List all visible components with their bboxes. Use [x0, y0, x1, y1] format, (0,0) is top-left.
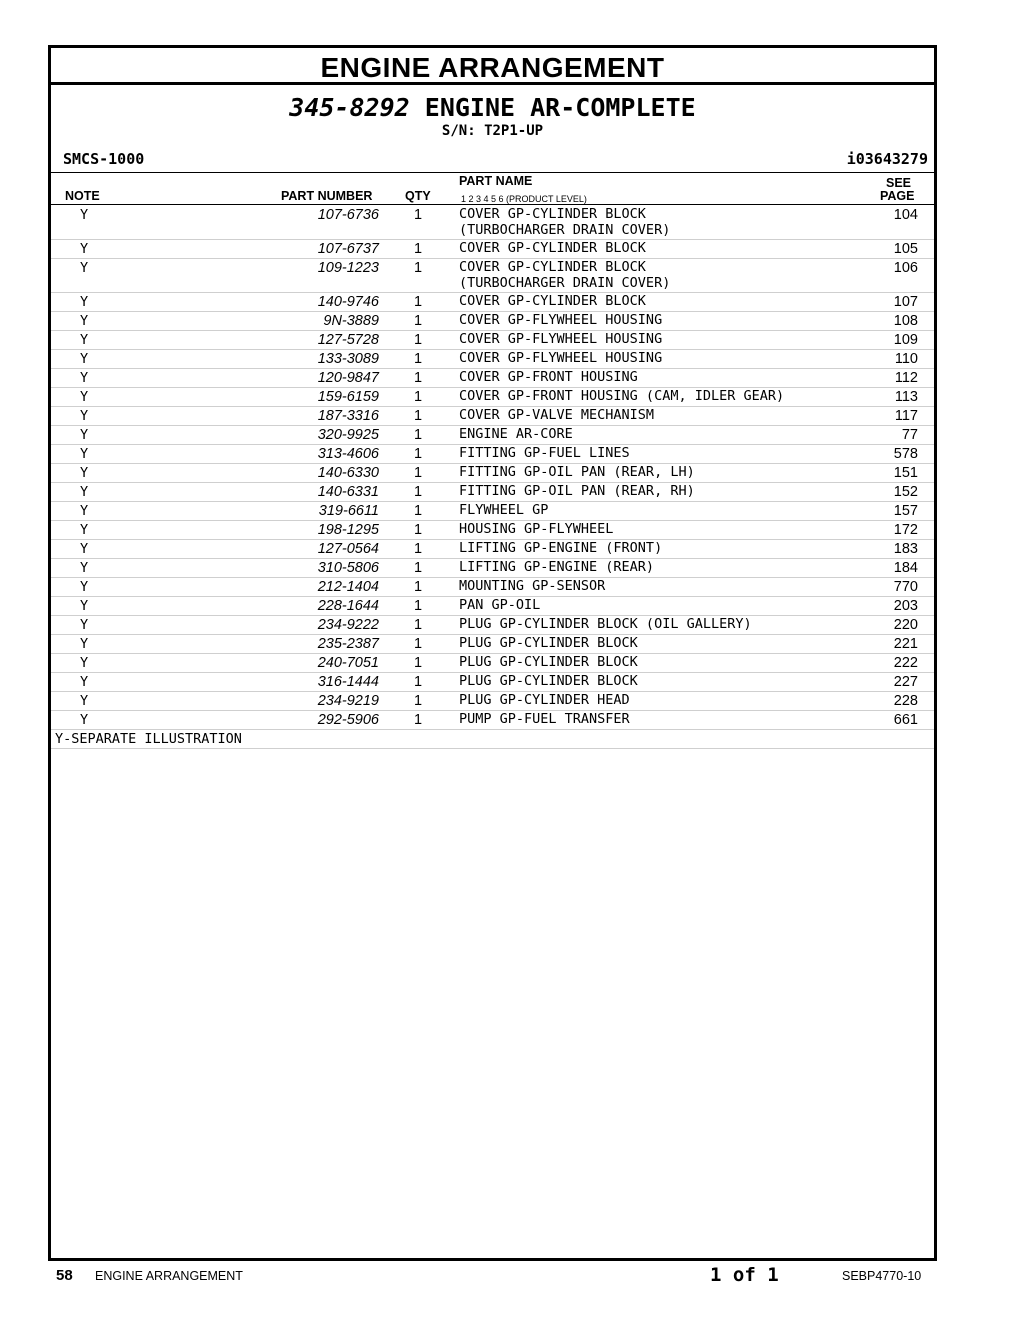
- qty-cell: 1: [414, 446, 423, 462]
- see-page-cell: 184: [893, 560, 918, 576]
- part-name-cell: COVER GP-FLYWHEEL HOUSING: [459, 331, 663, 347]
- part-name-cell: PLUG GP-CYLINDER BLOCK (OIL GALLERY): [459, 616, 752, 632]
- see-page-cell: 661: [893, 712, 918, 728]
- see-page-cell: 157: [893, 503, 918, 519]
- part-number-cell: 187-3316: [317, 408, 379, 424]
- part-number-cell: 198-1295: [317, 522, 379, 538]
- table-row: [51, 654, 934, 673]
- part-number-cell: 310-5806: [317, 560, 379, 576]
- part-name-cell: PAN GP-OIL: [459, 597, 541, 613]
- note-cell: Y: [80, 579, 89, 595]
- note-cell: Y: [80, 260, 89, 276]
- see-page-cell: 117: [894, 408, 918, 424]
- part-name-cell: PLUG GP-CYLINDER BLOCK: [459, 635, 638, 651]
- part-number-cell: 320-9925: [317, 427, 379, 443]
- table-row: [51, 312, 934, 331]
- note-cell: Y: [80, 617, 89, 633]
- qty-cell: 1: [414, 484, 423, 500]
- part-number-cell: 140-6331: [317, 484, 379, 500]
- note-cell: Y: [80, 465, 89, 481]
- see-page-cell: 113: [894, 389, 918, 405]
- note-cell: Y: [80, 427, 89, 443]
- qty-cell: 1: [414, 712, 423, 728]
- table-row: [51, 673, 934, 692]
- group-title: [51, 93, 934, 123]
- part-number-cell: 127-5728: [317, 332, 379, 348]
- part-name-cell: PLUG GP-CYLINDER BLOCK: [459, 654, 638, 670]
- see-page-cell: 105: [893, 241, 918, 257]
- see-page-cell: 77: [901, 427, 918, 443]
- part-number-column-header: PART NUMBER: [281, 189, 373, 203]
- qty-cell: 1: [414, 503, 423, 519]
- table-row: [51, 635, 934, 654]
- table-row: [51, 692, 934, 711]
- parts-page-frame: [48, 45, 937, 1261]
- see-page-cell: 220: [893, 617, 918, 633]
- qty-cell: 1: [414, 408, 423, 424]
- footer-page-count: 1 of 1: [710, 1264, 779, 1286]
- part-number-cell: 316-1444: [317, 674, 379, 690]
- illustration-id: i03643279: [846, 150, 928, 168]
- note-cell: Y: [80, 674, 89, 690]
- note-cell: Y: [80, 560, 89, 576]
- note-cell: Y: [80, 636, 89, 652]
- page-column-header: PAGE: [880, 189, 915, 203]
- smcs-code: SMCS-1000: [63, 150, 145, 168]
- table-row: [51, 293, 934, 312]
- see-page-cell: 106: [893, 260, 918, 276]
- table-row: [51, 426, 934, 445]
- see-page-cell: 770: [893, 579, 918, 595]
- qty-cell: 1: [414, 370, 423, 386]
- table-row: [51, 597, 934, 616]
- note-cell: Y: [80, 522, 89, 538]
- serial-range: S/N: T2P1-UP: [441, 123, 544, 139]
- part-number-cell: 234-9222: [317, 617, 379, 633]
- table-row: [51, 445, 934, 464]
- see-page-cell: 221: [893, 636, 918, 652]
- part-number-cell: 235-2387: [317, 636, 379, 652]
- see-page-cell: 227: [893, 674, 918, 690]
- table-row: [51, 369, 934, 388]
- note-cell: Y: [80, 207, 89, 223]
- note-cell: Y: [80, 351, 89, 367]
- qty-cell: 1: [414, 313, 423, 329]
- see-page-cell: 172: [893, 522, 918, 538]
- note-cell: Y: [80, 370, 89, 386]
- part-name-cell: COVER GP-CYLINDER BLOCK: [459, 293, 646, 309]
- parts-table: [51, 206, 934, 749]
- see-page-cell: 109: [893, 332, 918, 348]
- see-page-cell: 152: [893, 484, 918, 500]
- table-row: [51, 464, 934, 483]
- part-name-cell: COVER GP-CYLINDER BLOCK: [459, 240, 646, 256]
- qty-cell: 1: [414, 332, 423, 348]
- part-number-cell: 212-1404: [317, 579, 379, 595]
- product-level-header: 1 2 3 4 5 6 (PRODUCT LEVEL): [461, 194, 587, 204]
- qty-cell: 1: [414, 655, 423, 671]
- table-row: [51, 578, 934, 597]
- qty-cell: 1: [414, 636, 423, 652]
- group-name: ENGINE AR-COMPLETE: [424, 93, 696, 122]
- part-number-cell: 140-9746: [317, 294, 379, 310]
- qty-cell: 1: [414, 579, 423, 595]
- table-row: [51, 559, 934, 578]
- footer-page-number: 58: [56, 1267, 73, 1284]
- table-row: [51, 240, 934, 259]
- see-page-cell: 151: [893, 465, 918, 481]
- part-name-cell: FLYWHEEL GP: [459, 502, 549, 518]
- part-name-cell: FITTING GP-OIL PAN (REAR, LH): [459, 464, 695, 480]
- note-cell: Y: [80, 408, 89, 424]
- part-number-cell: 292-5906: [317, 712, 379, 728]
- qty-cell: 1: [414, 260, 423, 276]
- part-name-cell: FITTING GP-FUEL LINES: [459, 445, 630, 461]
- group-part-number: 345-8292: [289, 93, 410, 122]
- see-page-cell: 110: [894, 351, 918, 367]
- part-name-cell: COVER GP-CYLINDER BLOCK (TURBOCHARGER DRAIN COVER): [459, 259, 671, 291]
- qty-cell: 1: [414, 617, 423, 633]
- part-number-cell: 159-6159: [317, 389, 379, 405]
- note-cell: Y: [80, 484, 89, 500]
- see-page-cell: 104: [893, 207, 918, 223]
- note-cell: Y: [80, 241, 89, 257]
- table-row: [51, 540, 934, 559]
- part-number-cell: 120-9847: [317, 370, 379, 386]
- note-cell: Y: [80, 313, 89, 329]
- table-row: [51, 616, 934, 635]
- note-cell: Y: [80, 503, 89, 519]
- part-name-column-header: PART NAME: [459, 174, 533, 188]
- table-header-rule: [51, 204, 934, 205]
- see-column-header: SEE: [886, 176, 912, 190]
- part-name-cell: LIFTING GP-ENGINE (FRONT): [459, 540, 663, 556]
- part-name-cell: MOUNTING GP-SENSOR: [459, 578, 606, 594]
- qty-cell: 1: [414, 598, 423, 614]
- part-name-cell: LIFTING GP-ENGINE (REAR): [459, 559, 655, 575]
- qty-cell: 1: [414, 541, 423, 557]
- part-number-cell: 109-1223: [317, 260, 379, 276]
- note-cell: Y: [80, 294, 89, 310]
- section-title: ENGINE ARRANGEMENT: [51, 48, 934, 85]
- part-name-cell: ENGINE AR-CORE: [459, 426, 573, 442]
- header-divider: [51, 172, 934, 173]
- table-row: [51, 407, 934, 426]
- qty-cell: 1: [414, 207, 423, 223]
- note-cell: Y: [80, 389, 89, 405]
- part-number-cell: 319-6611: [318, 503, 379, 519]
- part-number-cell: 107-6736: [317, 207, 379, 223]
- table-row: [51, 502, 934, 521]
- table-row: [51, 711, 934, 730]
- qty-cell: 1: [414, 465, 423, 481]
- table-row: [51, 521, 934, 540]
- part-name-cell: COVER GP-FLYWHEEL HOUSING: [459, 312, 663, 328]
- part-name-cell: COVER GP-FRONT HOUSING (CAM, IDLER GEAR): [459, 388, 785, 404]
- part-number-cell: 133-3089: [317, 351, 379, 367]
- note-cell: Y: [80, 332, 89, 348]
- table-row: [51, 350, 934, 369]
- part-name-cell: PLUG GP-CYLINDER BLOCK: [459, 673, 638, 689]
- see-page-cell: 107: [893, 294, 918, 310]
- part-name-cell: COVER GP-FRONT HOUSING: [459, 369, 638, 385]
- qty-cell: 1: [414, 427, 423, 443]
- part-number-cell: 240-7051: [317, 655, 379, 671]
- note-cell: Y: [80, 693, 89, 709]
- qty-cell: 1: [414, 241, 423, 257]
- qty-cell: 1: [414, 294, 423, 310]
- qty-cell: 1: [414, 674, 423, 690]
- table-row: [51, 331, 934, 350]
- qty-cell: 1: [414, 693, 423, 709]
- footer-section-name: ENGINE ARRANGEMENT: [95, 1269, 243, 1283]
- part-name-cell: COVER GP-CYLINDER BLOCK (TURBOCHARGER DRAIN COVER): [459, 206, 671, 238]
- part-name-cell: COVER GP-VALVE MECHANISM: [459, 407, 655, 423]
- see-page-cell: 112: [894, 370, 918, 386]
- part-name-cell: PLUG GP-CYLINDER HEAD: [459, 692, 630, 708]
- part-number-cell: 313-4606: [317, 446, 379, 462]
- part-number-cell: 9N-3889: [323, 313, 379, 329]
- qty-cell: 1: [414, 560, 423, 576]
- part-name-cell: FITTING GP-OIL PAN (REAR, RH): [459, 483, 695, 499]
- qty-cell: 1: [414, 389, 423, 405]
- part-name-cell: HOUSING GP-FLYWHEEL: [459, 521, 614, 537]
- part-name-cell: COVER GP-FLYWHEEL HOUSING: [459, 350, 663, 366]
- part-number-cell: 107-6737: [317, 241, 379, 257]
- see-page-cell: 578: [893, 446, 918, 462]
- qty-column-header: QTY: [405, 189, 431, 203]
- note-cell: Y: [80, 598, 89, 614]
- note-cell: Y: [80, 655, 89, 671]
- table-row: [51, 483, 934, 502]
- part-number-cell: 140-6330: [317, 465, 379, 481]
- qty-cell: 1: [414, 351, 423, 367]
- see-page-cell: 203: [893, 598, 918, 614]
- note-cell: Y: [80, 446, 89, 462]
- note-cell: Y: [80, 541, 89, 557]
- table-row: [51, 259, 934, 293]
- see-page-cell: 108: [893, 313, 918, 329]
- see-page-cell: 228: [893, 693, 918, 709]
- part-number-cell: 228-1644: [317, 598, 379, 614]
- part-number-cell: 127-0564: [317, 541, 379, 557]
- footer-document-id: SEBP4770-10: [842, 1269, 922, 1283]
- part-number-cell: 234-9219: [317, 693, 379, 709]
- see-page-cell: 183: [893, 541, 918, 557]
- table-row: [51, 206, 934, 240]
- table-row: [51, 388, 934, 407]
- note-legend: Y-SEPARATE ILLUSTRATION: [51, 730, 934, 749]
- see-page-cell: 222: [893, 655, 918, 671]
- note-column-header: NOTE: [65, 189, 100, 203]
- part-name-cell: PUMP GP-FUEL TRANSFER: [459, 711, 630, 727]
- qty-cell: 1: [414, 522, 423, 538]
- note-cell: Y: [80, 712, 89, 728]
